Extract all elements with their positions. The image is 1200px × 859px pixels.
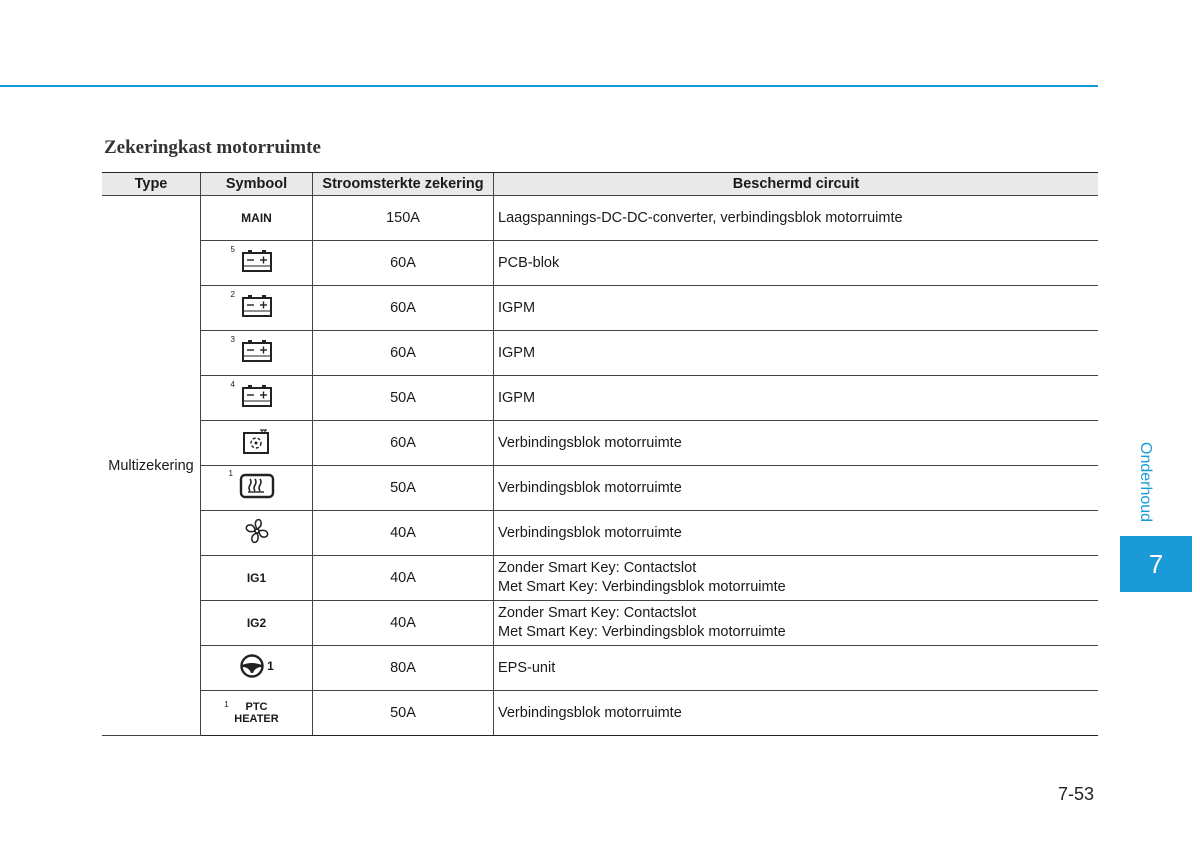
symbol-cell: [201, 466, 313, 511]
amperage-cell: 50A: [313, 466, 494, 511]
table-row: [102, 556, 1098, 601]
amperage-cell: 80A: [313, 646, 494, 691]
amperage-cell: 60A: [313, 421, 494, 466]
header-type: Type: [102, 173, 201, 196]
symbol-index: 4: [230, 380, 235, 389]
circuit-line: Met Smart Key: Verbindingsblok motorruimte: [498, 624, 786, 640]
symbol-cell: [201, 511, 313, 556]
fuse-table: [102, 172, 1098, 736]
amperage-cell: 60A: [313, 331, 494, 376]
circuit-line: Zonder Smart Key: Contactslot: [498, 605, 697, 621]
circuit-cell: Verbindingsblok motorruimte: [494, 511, 1099, 556]
blower-fan-icon: [242, 516, 272, 546]
amperage-cell: 50A: [313, 376, 494, 421]
symbol-cell: [201, 556, 313, 601]
symbol-text: IG1: [246, 571, 267, 585]
symbol-cell: [201, 196, 313, 241]
amperage-cell: 50A: [313, 691, 494, 736]
table-row: [102, 646, 1098, 691]
symbol-text: HEATER: [234, 712, 279, 725]
circuit-cell: EPS-unit: [494, 646, 1099, 691]
battery-icon: [240, 294, 274, 318]
symbol-index: 1: [224, 699, 229, 709]
amperage-cell: 40A: [313, 511, 494, 556]
symbol-cell: [201, 286, 313, 331]
table-row: [102, 196, 1098, 241]
page-number: 7-53: [1058, 784, 1095, 804]
section-side-label: Onderhoud: [1137, 442, 1154, 523]
header-amperage: Stroomsterkte zekering: [313, 173, 494, 196]
circuit-line: Met Smart Key: Verbindingsblok motorruimte: [498, 579, 786, 595]
table-row: [102, 421, 1098, 466]
symbol-index: 2: [230, 290, 235, 299]
circuit-cell: PCB-blok: [494, 241, 1099, 286]
table-row: [102, 601, 1098, 646]
symbol-text: IG2: [246, 616, 267, 630]
rear-defroster-icon: [238, 473, 276, 499]
circuit-cell: IGPM: [494, 331, 1099, 376]
symbol-text: PTC: [245, 700, 268, 713]
battery-icon: [240, 384, 274, 408]
table-row: [102, 691, 1098, 736]
symbol-index: 5: [230, 245, 235, 254]
top-rule: [0, 85, 1098, 87]
table-row: [102, 286, 1098, 331]
table-header-row: [102, 173, 1098, 196]
symbol-index: 1: [267, 659, 274, 673]
amperage-cell: 40A: [313, 556, 494, 601]
symbol-index: 1: [228, 469, 233, 478]
battery-icon: [240, 249, 274, 273]
circuit-cell: Verbindingsblok motorruimte: [494, 691, 1099, 736]
section-title: Zekeringkast motorruimte: [104, 137, 321, 158]
symbol-cell: [201, 601, 313, 646]
table-row: [102, 466, 1098, 511]
circuit-cell: [494, 556, 1099, 601]
circuit-cell: Laagspannings-DC-DC-converter, verbindingsblok motorruimte: [494, 196, 1099, 241]
battery-icon: [240, 339, 274, 363]
table-row: [102, 511, 1098, 556]
ptc-heater-label: [224, 699, 279, 725]
chapter-tab: 7: [1120, 536, 1192, 592]
symbol-text: MAIN: [241, 211, 272, 225]
symbol-index: 3: [230, 335, 235, 344]
header-circuit: Beschermd circuit: [494, 173, 1099, 196]
type-cell: Multizekering: [102, 196, 201, 736]
table-row: [102, 376, 1098, 421]
amperage-cell: 150A: [313, 196, 494, 241]
symbol-cell: [201, 241, 313, 286]
amperage-cell: 60A: [313, 241, 494, 286]
symbol-cell: [201, 376, 313, 421]
table-row: [102, 331, 1098, 376]
circuit-cell: [494, 601, 1099, 646]
header-symbol: Symbool: [201, 173, 313, 196]
amperage-cell: 60A: [313, 286, 494, 331]
circuit-cell: IGPM: [494, 376, 1099, 421]
circuit-cell: Verbindingsblok motorruimte: [494, 421, 1099, 466]
steering-wheel-icon: [239, 653, 265, 679]
amperage-cell: 40A: [313, 601, 494, 646]
symbol-cell: [201, 421, 313, 466]
symbol-cell: [201, 331, 313, 376]
circuit-line: Zonder Smart Key: Contactslot: [498, 560, 697, 576]
symbol-cell: [201, 691, 313, 736]
table-row: [102, 241, 1098, 286]
circuit-cell: IGPM: [494, 286, 1099, 331]
cooling-fan-motor-icon: [240, 427, 274, 455]
circuit-cell: Verbindingsblok motorruimte: [494, 466, 1099, 511]
symbol-cell: [201, 646, 313, 691]
